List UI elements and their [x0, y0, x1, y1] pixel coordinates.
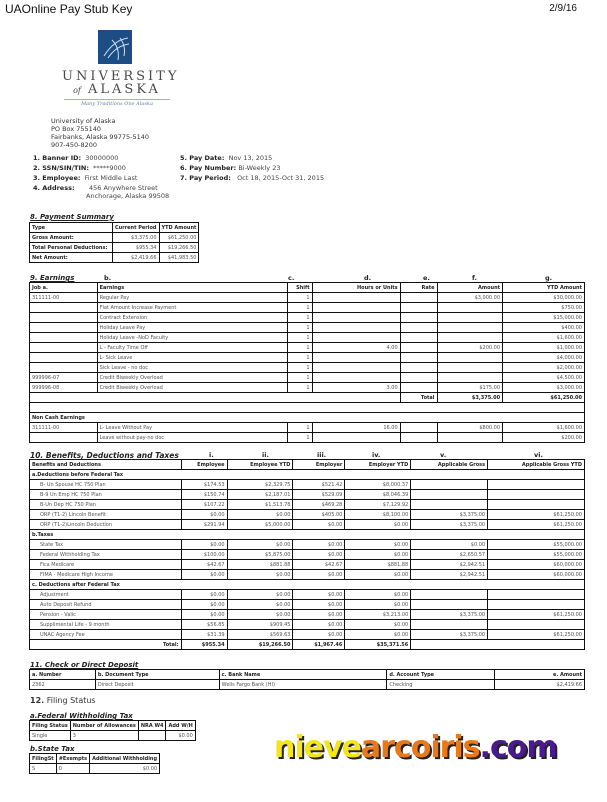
- print-date: 2/9/16: [549, 3, 577, 14]
- employee-label: 3. Employee:: [33, 174, 81, 182]
- table-row: B-Un Dep HC 750 Plan $107.22 $1,513.78 $469.28 $7,129.92: [30, 500, 585, 510]
- group-label: a.Deductions before Federal Tax: [30, 470, 585, 480]
- federal-withholding-title: a.Federal Withholding Tax: [30, 712, 133, 720]
- ssn-label: 2. SSN/SIN/TIN:: [33, 164, 89, 172]
- table-row: Flat Amount Increase Payment 1 $750.00: [30, 303, 585, 313]
- table-row: B- Un Spouse HC 750 Plan $174.53 $2,329.75 $521.42 $8,000.37: [30, 480, 585, 490]
- logo-tagline: Many Traditions One Alaska: [81, 101, 153, 107]
- address-line1: 456 Anywhere Street: [89, 184, 158, 192]
- table-row: Supplimental Life - 9 month $56.85 $909.45 $0.00 $0.00: [30, 620, 585, 630]
- state-tax-title: b.State Tax: [30, 745, 75, 753]
- earnings-table: Job a. Earnings Shift Hours or Units Rate Amount YTD Amount 311111-00 Regular Pay 1 $3,000.00 $30,000.00 Flat Amount Increase Payment 1 $750.00 Contract Extension 1 $15,000.00 Holiday Leave Pay 1 $400.00 Holiday Leave -NoD Faculty 1 $1,600.00 L - Faculty Time Off 1 4.00 $200.00 $1,000.00 L- Sick Leave 1 $4,000.00 Sick Leave - no doc 1 $2,000.00 999996-07 Credit Biweekly Overload 1 $4,500.00 999996-08 Credit Biweekly Overload 1 3.00 $175.00 $3,000.00 Total $3,375.00 $61,250.00 Non Cash Earnings 311111-00 L- Leave Without Pay 1 16.00 $800.00 $1,600.00 Leave without pay-no doc 1 $200.00: [29, 282, 585, 443]
- logo-wordmark-alaska: of ALASKA: [73, 82, 161, 97]
- table-row: 2362 Direct Deposit Wells Fargo Bank (HI) Checking $2,419.66: [30, 680, 585, 690]
- col-mark-f: f.: [472, 274, 477, 282]
- table-row: Sick Leave - no doc 1 $2,000.00: [30, 363, 585, 373]
- table-row: Pension - Valic $0.00 $0.00 $0.00 $3,213.00 $3,375.00 $61,250.00: [30, 610, 585, 620]
- payment-summary-table: Type Current Period YTD Amount Gross Amount: $3,375.00 $61,250.00 Total Personal Deductions: $955.34 $19,266.50 Net Amount: $2,419.66 $41,983.50: [29, 222, 199, 263]
- university-logo: [62, 30, 180, 107]
- col-mark-c: c.: [288, 274, 295, 282]
- benefits-total-row: Total: $955.34 $19,266.50 $1,967.46 $35,371.56: [30, 640, 585, 650]
- employee-value: First Middle Last: [84, 174, 138, 182]
- pay-info: [180, 153, 324, 183]
- table-row: Single 3 $0.00: [30, 731, 196, 741]
- table-row: Leave without pay-no doc 1 $200.00: [30, 433, 585, 443]
- table-row: UNAC Agency Fee $31.39 $569.63 $0.00 $0.00 $3,375.00 $61,250.00: [30, 630, 585, 640]
- table-row: Contract Extension 1 $15,000.00: [30, 313, 585, 323]
- pay-date-label: 5. Pay Date:: [180, 154, 225, 162]
- benefits-table: Benefits and Deductions Employee Employee YTD Employer Employer YTD Applicable Gross Applicable Gross YTD a.Deductions before Federal Tax B- Un Spouse HC 750 Plan $174.53 $2,329.75 $521.42 $8,000.37 B-9 Un Emp HC 750 Plan $150.74 $2,187.01 $529.09 $8,046.39 B-Un Dep HC 750 Plan $107.22 $1,513.78 $469.28 $7,129.92 ORP (T1-2) Lincoln Benefit $0.00 $0.00 $405.00 $8,100.00 $3,375.00 $61,250.00 ORP (T1-2)Lincoln Deduction $291.94 $5,000.00 $0.00 $0.00 $3,375.00 $61,250.00 b.Taxes State Tax $0.00 $0.00 $0.00 $0.00 $0.00 $55,000.00 Federal Withholding Tax $100.00 $5,875.00 $0.00 $0.00 $2,650.57 $55,000.00 Fica Medicare $42.67 $881.88 $42.67 $881.88 $2,942.51 $60,000.00 FIMA - Medicare High Income $0.00 $0.00 $0.00 $0.00 $2,942.51 $60,000.00 c. Deductions after Federal Tax Adjustment $0.00 $0.00 $0.00 $0.00 Auto Deposit Refund $0.00 $0.00 $0.00 $0.00 Pension - Valic $0.00 $0.00 $0.00 $3,213.00 $3,375.00 $61,250.00 Supplimental Life - 9 month $56.85 $909.45 $0.00 $0.00 UNAC Agency Fee $31.39 $569.63 $0.00 $0.00 $3,375.00 $61,250.00 Total: $955.34 $19,266.50 $1,967.46 $35,371.56: [29, 459, 585, 650]
- group-label: c. Deductions after Federal Tax: [30, 580, 585, 590]
- pay-period-label: 7. Pay Period:: [180, 174, 231, 182]
- table-row: Fica Medicare $42.67 $881.88 $42.67 $881.88 $2,942.51 $60,000.00: [30, 560, 585, 570]
- table-row: L - Faculty Time Off 1 4.00 $200.00 $1,000.00: [30, 343, 585, 353]
- table-row: 311111-00 Regular Pay 1 $3,000.00 $30,000.00: [30, 293, 585, 303]
- col-mark-i: i.: [209, 451, 214, 459]
- table-row: ORP (T1-2)Lincoln Deduction $291.94 $5,000.00 $0.00 $0.00 $3,375.00 $61,250.00: [30, 520, 585, 530]
- benefits-title: 10. Benefits, Deductions and Taxes: [30, 451, 179, 460]
- table-row: 311111-00 L- Leave Without Pay 1 16.00 $800.00 $1,600.00: [30, 423, 585, 433]
- logo-globe-icon: [98, 30, 132, 64]
- table-row: Auto Deposit Refund $0.00 $0.00 $0.00 $0.00: [30, 600, 585, 610]
- col-mark-iii: iii.: [317, 451, 327, 459]
- table-row: State Tax $0.00 $0.00 $0.00 $0.00 $0.00 $55,000.00: [30, 540, 585, 550]
- col-mark-iv: iv.: [372, 451, 381, 459]
- table-row: S 0 $0.00: [30, 764, 160, 774]
- col-mark-v: v.: [440, 451, 447, 459]
- col-mark-e: e.: [423, 274, 430, 282]
- logo-wordmark-university: UNIVERSITY: [62, 69, 180, 84]
- earnings-title: 9. Earnings: [30, 274, 75, 282]
- deposit-table: a. Number b. Document Type c. Bank Name d. Account Type e. Amount 2362 Direct Deposit Wells Fargo Bank (HI) Checking $2,419.66: [29, 669, 585, 690]
- table-row: 999996-08 Credit Biweekly Overload 1 3.00 $175.00 $3,000.00: [30, 383, 585, 393]
- table-row: Adjustment $0.00 $0.00 $0.00 $0.00: [30, 590, 585, 600]
- col-mark-b: b.: [104, 274, 112, 282]
- col-mark-ii: ii.: [262, 451, 269, 459]
- col-mark-vi: vi.: [534, 451, 543, 459]
- page-title: UAOnline Pay Stub Key: [5, 2, 133, 16]
- table-row: Federal Withholding Tax $100.00 $5,875.00 $0.00 $0.00 $2,650.57 $55,000.00: [30, 550, 585, 560]
- banner-id-label: 1. Banner ID:: [33, 154, 82, 162]
- table-row: Gross Amount: $3,375.00 $61,250.00: [30, 233, 199, 243]
- table-row: 999996-07 Credit Biweekly Overload 1 $4,500.00: [30, 373, 585, 383]
- employee-info: [33, 153, 169, 201]
- address-line2: Anchorage, Alaska 99508: [86, 192, 170, 200]
- address-label: 4. Address:: [33, 184, 75, 192]
- group-label: b.Taxes: [30, 530, 585, 540]
- ssn-value: *****9000: [93, 164, 126, 172]
- banner-id-value: 30000000: [85, 154, 119, 162]
- pay-number-label: 6. Pay Number:: [180, 164, 237, 172]
- table-row: L- Sick Leave 1 $4,000.00: [30, 353, 585, 363]
- table-row: Holiday Leave -NoD Faculty 1 $1,600.00: [30, 333, 585, 343]
- state-tax-table: FilingSt #Exempts Additional Withholding S 0 $0.00: [29, 753, 160, 774]
- logo-divider: [64, 99, 170, 100]
- employer-address: University of Alaska PO Box 755140 Fairbanks, Alaska 99775-5140 907-450-8200: [51, 117, 150, 149]
- table-row: Holiday Leave Pay 1 $400.00: [30, 323, 585, 333]
- table-row: ORP (T1-2) Lincoln Benefit $0.00 $0.00 $405.00 $8,100.00 $3,375.00 $61,250.00: [30, 510, 585, 520]
- table-row: FIMA - Medicare High Income $0.00 $0.00 $0.00 $0.00 $2,942.51 $60,000.00: [30, 570, 585, 580]
- table-row: B-9 Un Emp HC 750 Plan $150.74 $2,187.01 $529.09 $8,046.39: [30, 490, 585, 500]
- table-row: Net Amount: $2,419.66 $41,983.50: [30, 253, 199, 263]
- pay-period-value: Oct 18, 2015-Oct 31, 2015: [237, 174, 325, 182]
- non-cash-earnings-label: Non Cash Earnings: [30, 413, 585, 423]
- pay-date-value: Nov 13, 2015: [228, 154, 273, 162]
- pay-number-value: Bi-Weekly 23: [238, 164, 281, 172]
- payment-summary-title: 8. Payment Summary: [30, 213, 114, 221]
- col-mark-d: d.: [364, 274, 372, 282]
- earnings-total-row: Total $3,375.00 $61,250.00: [30, 393, 585, 403]
- watermark: nievearcoiris.com: [274, 730, 557, 765]
- deposit-title: 11. Check or Direct Deposit: [30, 661, 139, 669]
- federal-withholding-table: Filing Status Number of Allowances NRA W4 Add W/H Single 3 $0.00: [29, 720, 196, 741]
- filing-status-heading: 12. Filing Status: [30, 696, 96, 705]
- col-mark-g: g.: [545, 274, 553, 282]
- table-row: Total Personal Deductions: $955.34 $19,266.50: [30, 243, 199, 253]
